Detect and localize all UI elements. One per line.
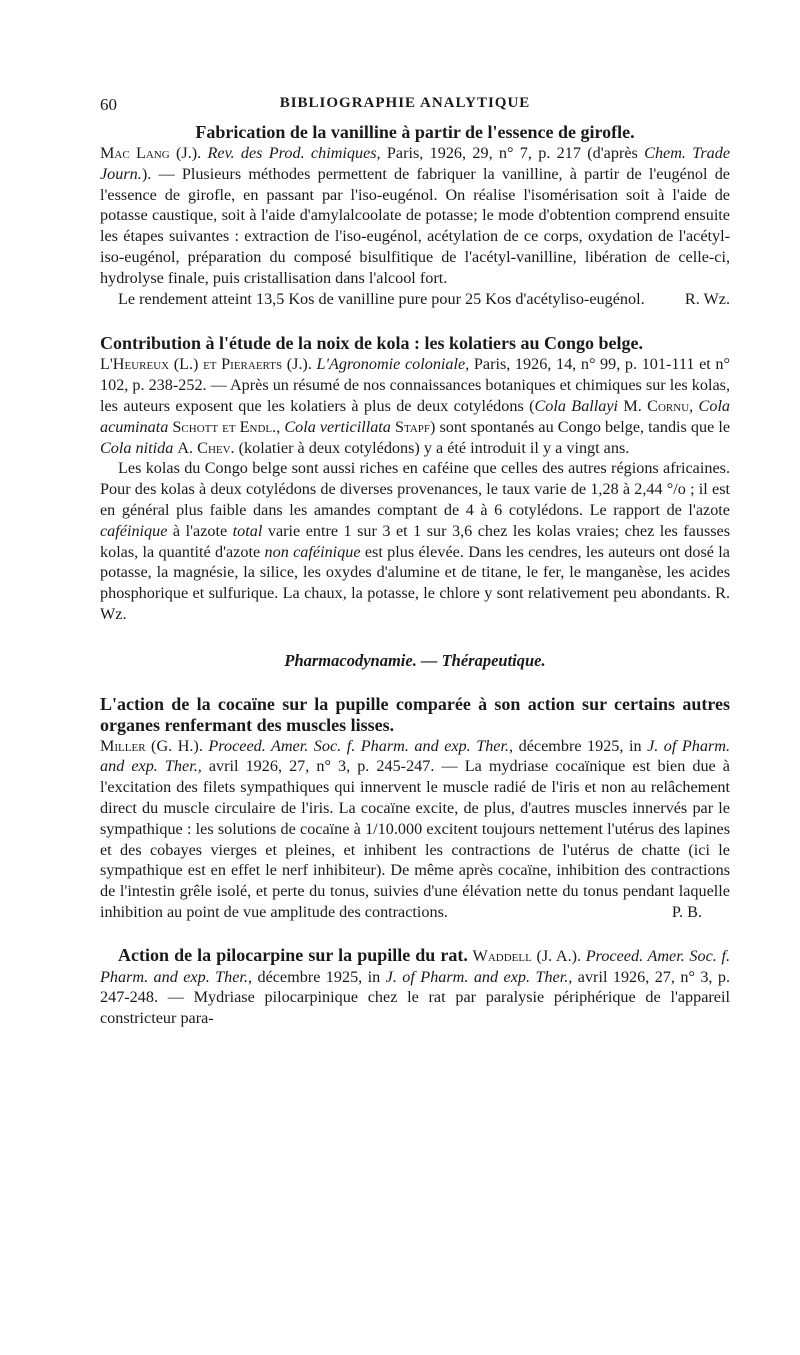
article-source: L'Agronomie coloniale, [316, 355, 470, 374]
article-title: L'action de la cocaïne sur la pupille comparée à son action sur certains autres organes renfermant des muscles lisses. [100, 693, 730, 735]
page-number: 60 [100, 95, 117, 114]
body-text [100, 122, 730, 1029]
article-author: Miller (G. H.). [100, 736, 203, 755]
article-text: Les kolas du Congo belge sont aussi riches en caféine que celles des autres régions africaines. Pour des kolas à deux cotylédons de diverses provenances, le taux varie de 1,28 à 2,44 °/o ; il est en général plus faible dans les amandes comptant de 4 à 6 cotylédons. Le rapport de l'azote [100, 459, 730, 519]
species-authority: M. Cornu, [623, 396, 694, 415]
species-authority: A. Chev. [177, 438, 235, 457]
article-body [100, 143, 730, 289]
section-heading: Pharmacodynamie. — Thérapeutique. [284, 650, 546, 670]
article-term: non caféinique [264, 542, 361, 561]
article-text: varie entre 1 sur 3 et 1 sur 3,6 chez les kolas vraies; chez les fausses kolas, la quantité d'azote [100, 521, 731, 561]
article-source: Rev. des Prod. chimiques, [207, 144, 381, 162]
article-summary: ). — Plusieurs méthodes permettent de fabriquer la vanilline, à partir de l'eugénol de l'essence de girofle, en passant par l'iso-eugénol. On réalise l'isomérisation soit à l'aide de potasse caustique, soit à l'aide d'amylalcoolate de potasse; le mode d'obtention comprend ensuite les étapes suivantes : extraction de l'iso-eugénol, acétylation de ce corps, oxydation de l'acétyl-iso-eugénol, préparation du composé bisulfitique de l'acétyl-vanilline, libération de celle-ci, hydrolyse finale, puis cristallisation dans l'alcool fort. [100, 164, 730, 287]
article-text: ) sont spontanés au Congo belge, tandis que le [430, 417, 731, 436]
article-source-details: Paris, 1926, 29, n° 7, p. 217 (d'après [386, 144, 638, 162]
article-term: caféinique [100, 521, 168, 540]
article-body [100, 736, 730, 923]
article-source-details: décembre 1925, in [518, 736, 642, 755]
article-body [100, 354, 730, 458]
article-text: est plus élevée. Dans les cendres, les auteurs ont dosé la potasse, la magnésie, la silice, les oxydes d'alumine et de titane, le fer, le manganèse, les acides phosphorique et sulfurique. La chaux, la potasse, le chlore y sont relativement peu abondants. [100, 542, 730, 603]
article-caffeine-paragraph [100, 458, 730, 624]
species-name: Cola acuminata [100, 396, 731, 436]
species-authority: Schott et Endl., [172, 417, 281, 436]
article-title: Action de la pilocarpine sur la pupille du rat. [118, 944, 468, 965]
article-source: Proceed. Amer. Soc. f. Pharm. and exp. Ther., [208, 736, 514, 755]
article-journal: J. of Pharm. and exp. Ther., [385, 967, 573, 986]
article-source-secondary: Chem. Trade Journ. [100, 144, 731, 183]
article-yield [100, 289, 730, 310]
article-body [100, 945, 730, 1029]
article-journal: J. of Pharm. and exp. Ther., [100, 736, 731, 776]
page-header [100, 95, 710, 117]
article-text: (kolatier à deux cotylédons) y a été introduit il y a vingt ans. [238, 438, 630, 457]
article-signature: R. Wz. [684, 289, 730, 308]
article-summary: avril 1926, 27, n° 3, p. 245-247. — La mydriase cocaïnique est bien due à l'excitation des filets sympathiques qui innervent le muscle radié de l'iris et non au relâchement direct du muscle circulaire de l'iris. La cocaïne excite, de plus, d'autres muscles innervés par le sympathique : les solutions de cocaïne à 1/10.000 excitent toujours nettement l'utérus des lapines et des cobayes vierges et pleines, et inhibent les contractions de l'utérus de chatte (ici le sympathique est en effet le nerf inhibiteur). De même après cocaïne, inhibition des contractions de l'intestin grêle isolé, et perte du tonus, suivies d'une élévation nette du tonus pendant laquelle inhibition au point de vue amplitude des contractions. [100, 757, 730, 921]
article-vanilline [100, 122, 730, 309]
article-kola [100, 333, 730, 624]
article-author: Mac Lang (J.). [100, 144, 202, 162]
article-text: à l'azote [172, 521, 228, 540]
article-authors: L'Heureux (L.) et Pieraerts (J.). [100, 355, 312, 374]
article-signature: P. B. [671, 902, 702, 921]
article-author: Waddell (J. A.). [472, 946, 582, 965]
article-signature: R. Wz. [100, 584, 730, 623]
article-cocaine [100, 694, 730, 923]
article-yield-text: Le rendement atteint 13,5 Kos de vanilline pure pour 25 Kos d'acétyliso-eugénol. [118, 289, 645, 308]
article-title: Contribution à l'étude de la noix de kola : les kolatiers au Congo belge. [100, 333, 644, 354]
article-source-details: décembre 1925, in [257, 967, 381, 986]
article-title: Fabrication de la vanilline à partir de l'essence de girofle. [195, 122, 635, 142]
article-summary: avril 1926, 27, n° 3, p. 247-248. — Mydriase pilocarpinique chez le rat par paralysie périphérique de l'appareil constricteur para- [100, 967, 731, 1028]
species-name: Cola Ballayi [534, 396, 619, 415]
running-title: BIBLIOGRAPHIE ANALYTIQUE [279, 95, 531, 111]
article-source-details: Paris, 1926, 14, n° 99, p. 101-111 et n° 102, p. 238-252. — Après un résumé de nos connaissances botaniques et chimiques sur les kolas, les auteurs exposent que les kolatiers à plus de deux cotylédons ( [100, 355, 730, 415]
species-authority: Stapf [394, 417, 431, 436]
article-source: Proceed. Amer. Soc. f. Pharm. and exp. Ther., [100, 946, 731, 986]
species-name: Cola verticillata [284, 417, 391, 436]
species-name: Cola nitida [100, 438, 174, 457]
article-term: total [232, 521, 263, 540]
article-pilocarpine [100, 945, 730, 1029]
